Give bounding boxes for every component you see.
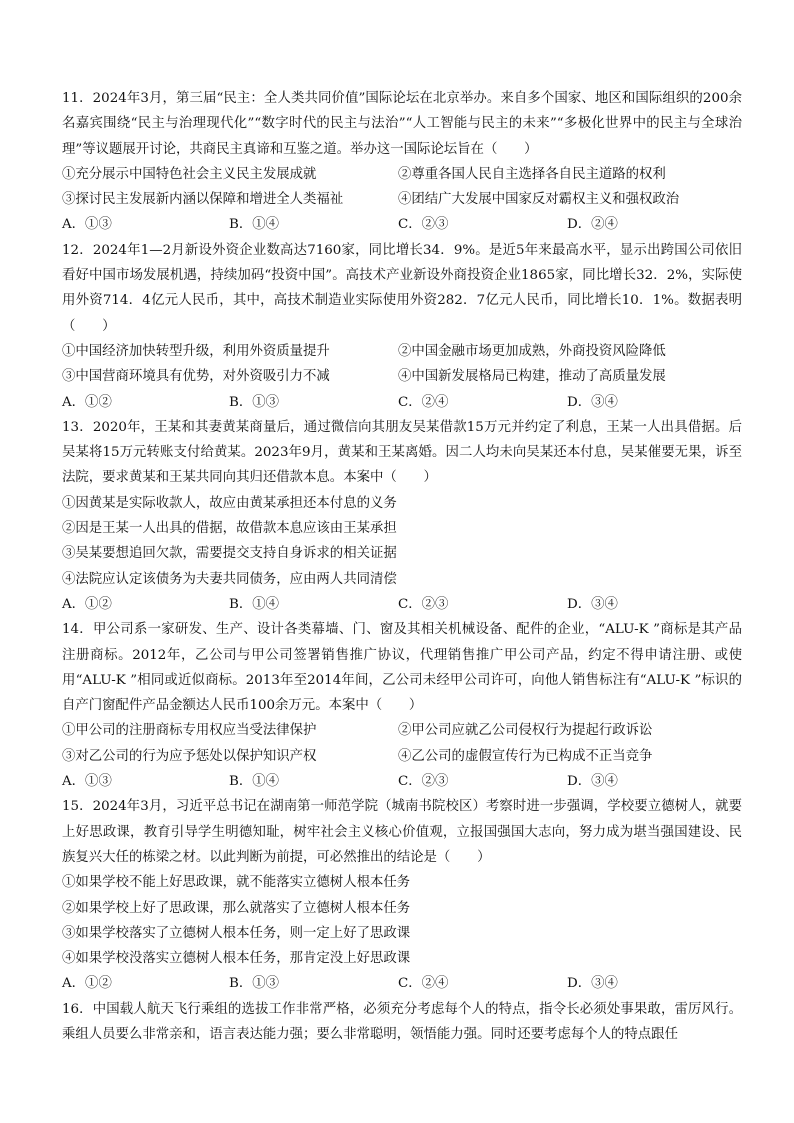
option-item: ①充分展示中国特色社会主义民主发展成就	[62, 166, 317, 182]
option-item: ②如果学校上好了思政课，那么就落实了立德树人根本任务	[62, 900, 411, 916]
question-15	[62, 794, 742, 996]
option-item: ②甲公司应就乙公司侵权行为提起行政诉讼	[398, 723, 653, 739]
option-list	[62, 162, 742, 213]
option-item: ②尊重各国人民自主选择各自民主道路的权利	[398, 166, 666, 182]
answer-choices	[62, 971, 742, 996]
answer-choice-a: A．①③	[62, 774, 112, 790]
answer-choice-c: C．②③	[398, 217, 449, 233]
answer-choices	[62, 390, 742, 415]
option-item: ④法院应认定该债务为夫妻共同债务，应由两人共同清偿	[62, 571, 397, 587]
answer-choice-c: C．②③	[398, 596, 449, 612]
answer-choice-b: B．①③	[229, 976, 280, 992]
option-list	[62, 870, 742, 971]
question-14	[62, 617, 742, 794]
question-stem: 14．甲公司系一家研发、生产、设计各类幕墙、门、窗及其相关机械设备、配件的企业，“ALU-K ”商标是其产品注册商标。2012年，乙公司与甲公司签署销售推广协议，代理销售推广甲公司产品，约定不得申请注册、或使用“ALU-K ”相同或近似商标。2013年至2014年间，乙公司未经甲公司许可，向他人销售标注有“ALU-K ”标识的自产门窗配件产品金额达人民币100余万元。本案中（ ）	[62, 622, 742, 714]
question-13	[62, 415, 742, 617]
question-stem: 16．中国载人航天飞行乘组的选拔工作非常严格，必须充分考虑每个人的特点，指令长必须处事果敢，雷厉风行。乘组人员要么非常亲和，语言表达能力强；要么非常聪明，领悟能力强。同时还要考虑每个人的特点跟任	[62, 1001, 742, 1042]
question-11	[62, 86, 742, 238]
question-stem: 12．2024年1—2月新设外资企业数高达7160家，同比增长34．9%。是近5年来最高水平，显示出跨国公司依旧看好中国市场发展机遇，持续加码“投资中国”。高技术产业新设外商投资企业1865家，同比增长32．2%，实际使用外资714．4亿元人民币，其中，高技术制造业实际使用外资282．7亿元人民币，同比增长10．1%。数据表明（ ）	[62, 242, 742, 334]
answer-choice-d: D．③④	[567, 976, 618, 992]
answer-choice-a: A．①②	[62, 596, 112, 612]
answer-choice-c: C．②④	[398, 394, 449, 410]
exam-page	[62, 86, 742, 1047]
answer-choice-b: B．①④	[229, 774, 280, 790]
answer-choice-c: C．②③	[398, 774, 449, 790]
option-list	[62, 339, 742, 390]
answer-choice-d: D．③④	[567, 394, 618, 410]
answer-choice-a: A．①②	[62, 394, 112, 410]
option-item: ④乙公司的虚假宣传行为已构成不正当竞争	[398, 748, 653, 764]
answer-choice-d: D．②④	[567, 217, 618, 233]
answer-choice-b: B．①③	[229, 394, 280, 410]
option-item: ③如果学校落实了立德树人根本任务，则一定上好了思政课	[62, 925, 411, 941]
answer-choice-b: B．①④	[229, 596, 280, 612]
answer-choice-a: A．①③	[62, 217, 112, 233]
question-stem: 15．2024年3月，习近平总书记在湖南第一师范学院（城南书院校区）考察时进一步强调，学校要立德树人，就要上好思政课，教育引导学生明德知耻，树牢社会主义核心价值观，立报国强国大志向，努力成为堪当强国建设、民族复兴大任的栋梁之材。以此判断为前提，可必然推出的结论是（ ）	[62, 799, 742, 865]
option-item: ①如果学校不能上好思政课，就不能落实立德树人根本任务	[62, 875, 411, 891]
option-item: ①中国经济加快转型升级，利用外资质量提升	[62, 343, 330, 359]
answer-choice-d: D．③④	[567, 596, 618, 612]
option-list	[62, 491, 742, 592]
question-stem: 11．2024年3月，第三届“民主：全人类共同价值”国际论坛在北京举办。来自多个国家、地区和国际组织的200余名嘉宾围绕“民主与治理现代化”“数字时代的民主与法治”“人工智能与民主的未来”“多极化世界中的民主与全球治理”等议题展开讨论，共商民主真谛和互鉴之道。举办这一国际论坛旨在（ ）	[62, 91, 742, 157]
option-item: ④中国新发展格局已构建，推动了高质量发展	[398, 369, 666, 385]
option-item: ④如果学校没落实立德树人根本任务，那肯定没上好思政课	[62, 951, 411, 967]
option-item: ③对乙公司的行为应予惩处以保护知识产权	[62, 748, 317, 764]
answer-choice-b: B．①④	[229, 217, 280, 233]
option-item: ③中国营商环境具有优势，对外资吸引力不减	[62, 369, 330, 385]
question-stem: 13．2020年，王某和其妻黄某商量后，通过微信向其朋友吴某借款15万元并约定了利息，王某一人出具借据。后吴某将15万元转账支付给黄某。2023年9月，黄某和王某离婚。因二人均未向吴某还本付息，吴某催要无果，诉至法院，要求黄某和王某共同向其归还借款本息。本案中（ ）	[62, 419, 742, 486]
answer-choice-c: C．②④	[398, 976, 449, 992]
option-item: ①因黄某是实际收款人，故应由黄某承担还本付息的义务	[62, 495, 397, 511]
question-12	[62, 238, 742, 415]
option-item: ③探讨民主发展新内涵以保障和增进全人类福祉	[62, 192, 344, 208]
answer-choice-a: A．①②	[62, 976, 112, 992]
option-item: ①甲公司的注册商标专用权应当受法律保护	[62, 723, 317, 739]
question-16	[62, 997, 742, 1048]
option-item: ②中国金融市场更加成熟，外商投资风险降低	[398, 343, 666, 359]
option-item: ④团结广大发展中国家反对霸权主义和强权政治	[398, 192, 680, 208]
option-list	[62, 718, 742, 769]
option-item: ②因是王某一人出具的借据，故借款本息应该由王某承担	[62, 521, 397, 537]
answer-choices	[62, 212, 742, 237]
answer-choice-d: D．③④	[567, 774, 618, 790]
answer-choices	[62, 592, 742, 617]
option-item: ③吴某要想追回欠款，需要提交支持自身诉求的相关证据	[62, 546, 397, 562]
answer-choices	[62, 769, 742, 794]
